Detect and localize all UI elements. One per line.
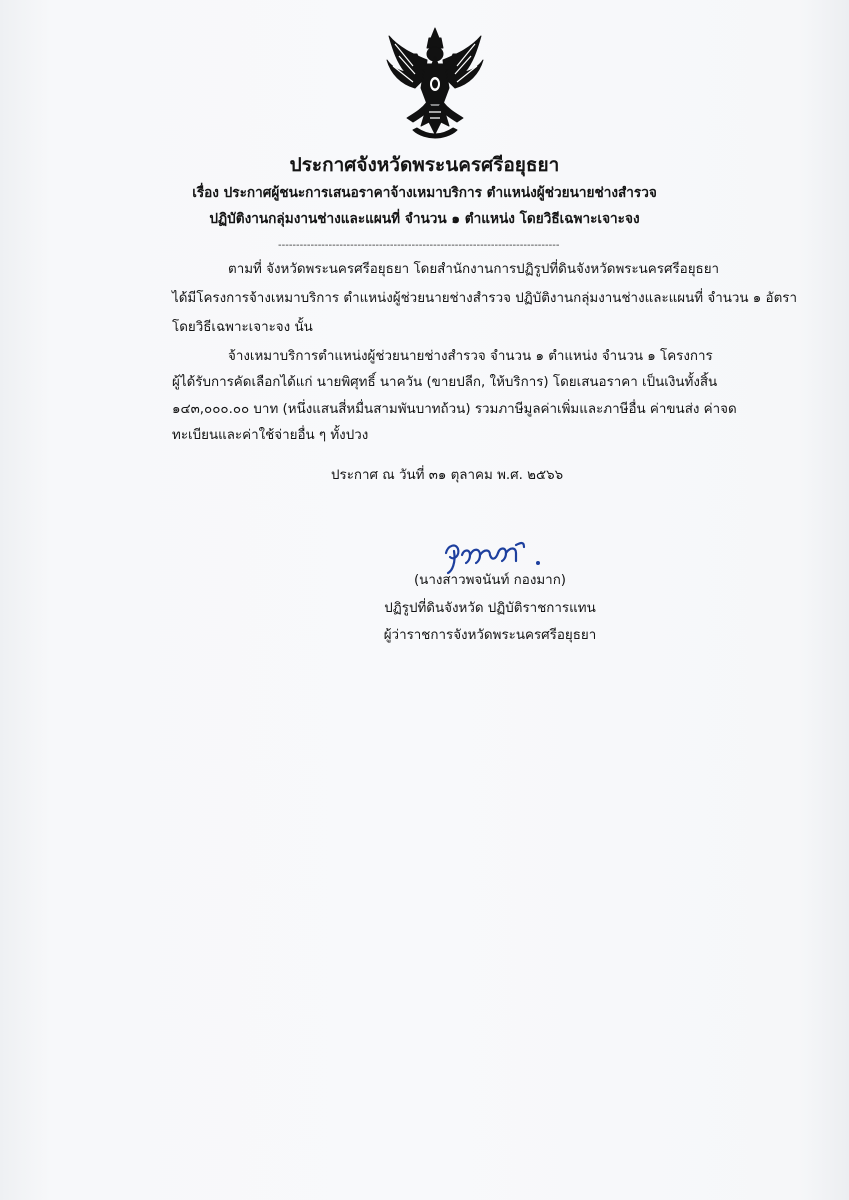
garuda-emblem-icon [383, 26, 487, 140]
para2-line-2: ผู้ได้รับการคัดเลือกได้แก่ นายพิศุทธิ์ นาควัน (ขายปลีก, ให้บริการ) โดยเสนอราคา เป็นเงินทั้งสิ้น [172, 375, 718, 390]
subject-line-1: เรื่อง ประกาศผู้ชนะการเสนอราคาจ้างเหมาบริการ ตำแหน่งผู้ช่วยนายช่างสำรวจ [192, 185, 657, 201]
para2-line-3: ๑๔๓,๐๐๐.๐๐ บาท (หนึ่งแสนสี่หมื่นสามพันบาทถ้วน) รวมภาษีมูลค่าเพิ่มและภาษีอื่น ค่าขนส่ง ค่าจด [172, 402, 737, 417]
para1-line-2: ได้มีโครงการจ้างเหมาบริการ ตำแหน่งผู้ช่วยนายช่างสำรวจ ปฏิบัติงานกลุ่มงานช่างและแผนที่ จำนวน ๑ อัตรา [172, 291, 798, 306]
announcement-title: ประกาศจังหวัดพระนครศรีอยุธยา [289, 154, 560, 176]
signer-name: (นางสาวพจนันท์ กองมาก) [413, 573, 567, 588]
signer-position-2: ผู้ว่าราชการจังหวัดพระนครศรีอยุธยา [383, 628, 597, 643]
para1-line-1: ตามที่ จังหวัดพระนครศรีอยุธยา โดยสำนักงานการปฏิรูปที่ดินจังหวัดพระนครศรีอยุธยา [228, 262, 720, 277]
para2-line-1: จ้างเหมาบริการตำแหน่งผู้ช่วยนายช่างสำรวจ จำนวน ๑ ตำแหน่ง จำนวน ๑ โครงการ [228, 349, 713, 364]
announce-date: ประกาศ ณ วันที่ ๓๑ ตุลาคม พ.ศ. ๒๕๖๖ [331, 468, 564, 483]
para1-line-3: โดยวิธีเฉพาะเจาะจง นั้น [172, 320, 313, 335]
subject-line-2: ปฏิบัติงานกลุ่มงานช่างและแผนที่ จำนวน ๑ ตำแหน่ง โดยวิธีเฉพาะเจาะจง [209, 211, 640, 227]
para2-line-4: ทะเบียนและค่าใช้จ่ายอื่น ๆ ทั้งปวง [172, 428, 369, 443]
signer-position-1: ปฏิรูปที่ดินจังหวัด ปฏิบัติราชการแทน [384, 601, 596, 616]
separator-line: ------------------------------------------------------------------------------ [278, 241, 560, 251]
